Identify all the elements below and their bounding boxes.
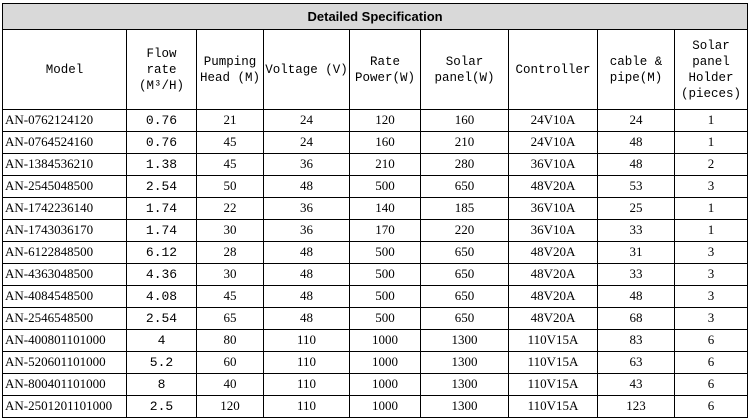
cell-pumping-head: 21 — [197, 109, 264, 131]
cell-rate-power: 210 — [350, 153, 421, 175]
cell-voltage: 110 — [264, 329, 350, 351]
table-row — [3, 395, 748, 417]
cell-cable-pipe: 123 — [598, 395, 675, 417]
cell-panel-holder: 6 — [675, 373, 748, 395]
cell-rate-power: 160 — [350, 131, 421, 153]
header-row — [3, 30, 748, 109]
table-row — [3, 197, 748, 219]
cell-controller: 110V15A — [509, 351, 598, 373]
cell-rate-power: 1000 — [350, 395, 421, 417]
table-row — [3, 153, 748, 175]
cell-model: AN-4084548500 — [3, 285, 127, 307]
table-row — [3, 175, 748, 197]
cell-model: AN-800401101000 — [3, 373, 127, 395]
cell-voltage: 48 — [264, 285, 350, 307]
cell-panel-holder: 3 — [675, 307, 748, 329]
cell-cable-pipe: 43 — [598, 373, 675, 395]
header-line: Rate — [369, 54, 400, 69]
cell-voltage: 36 — [264, 153, 350, 175]
cell-solar-panel: 160 — [421, 109, 509, 131]
header-line: Power(W) — [354, 70, 415, 85]
cell-voltage: 110 — [264, 373, 350, 395]
header-line: Solar — [692, 38, 730, 53]
cell-controller: 36V10A — [509, 153, 598, 175]
table-row — [3, 285, 748, 307]
cell-model: AN-4363048500 — [3, 263, 127, 285]
cell-flow-rate: 2.5 — [127, 395, 197, 417]
cell-flow-rate: 1.74 — [127, 219, 197, 241]
cell-flow-rate: 4.08 — [127, 285, 197, 307]
cell-rate-power: 500 — [350, 263, 421, 285]
cell-cable-pipe: 24 — [598, 109, 675, 131]
cell-cable-pipe: 33 — [598, 219, 675, 241]
cell-solar-panel: 185 — [421, 197, 509, 219]
cell-panel-holder: 6 — [675, 351, 748, 373]
cell-panel-holder: 3 — [675, 175, 748, 197]
header-line: Solar — [445, 54, 484, 69]
table-row — [3, 263, 748, 285]
cell-solar-panel: 650 — [421, 241, 509, 263]
title-row — [3, 4, 748, 30]
header-flow-rate — [127, 30, 197, 109]
header-cable-pipe — [598, 30, 675, 109]
cell-model: AN-6122848500 — [3, 241, 127, 263]
table-row — [3, 351, 748, 373]
cell-voltage: 24 — [264, 131, 350, 153]
cell-voltage: 48 — [264, 307, 350, 329]
cell-pumping-head: 40 — [197, 373, 264, 395]
cell-flow-rate: 8 — [127, 373, 197, 395]
cell-flow-rate: 4.36 — [127, 263, 197, 285]
table-row — [3, 307, 748, 329]
cell-voltage: 110 — [264, 395, 350, 417]
cell-controller: 48V20A — [509, 285, 598, 307]
table-row — [3, 131, 748, 153]
cell-panel-holder: 3 — [675, 241, 748, 263]
header-line: Controller — [515, 62, 591, 77]
cell-flow-rate: 0.76 — [127, 109, 197, 131]
cell-rate-power: 120 — [350, 109, 421, 131]
cell-voltage: 110 — [264, 351, 350, 373]
cell-flow-rate: 6.12 — [127, 241, 197, 263]
header-line: panel — [692, 54, 730, 69]
cell-pumping-head: 45 — [197, 153, 264, 175]
header-panel-holder — [675, 30, 748, 109]
table-row — [3, 219, 748, 241]
cell-panel-holder: 1 — [675, 109, 748, 131]
cell-controller: 36V10A — [509, 219, 598, 241]
table-row — [3, 373, 748, 395]
header-line: panel(W) — [434, 70, 495, 85]
header-line: Voltage (V) — [265, 62, 348, 77]
cell-controller: 110V15A — [509, 373, 598, 395]
cell-solar-panel: 210 — [421, 131, 509, 153]
cell-solar-panel: 650 — [421, 263, 509, 285]
cell-model: AN-1742236140 — [3, 197, 127, 219]
cell-controller: 24V10A — [509, 131, 598, 153]
cell-pumping-head: 80 — [197, 329, 264, 351]
cell-flow-rate: 5.2 — [127, 351, 197, 373]
header-controller — [509, 30, 598, 109]
cell-panel-holder: 1 — [675, 219, 748, 241]
cell-flow-rate: 1.38 — [127, 153, 197, 175]
cell-controller: 36V10A — [509, 197, 598, 219]
header-rate-power — [350, 30, 421, 109]
spec-table — [2, 3, 748, 418]
cell-rate-power: 1000 — [350, 373, 421, 395]
cell-panel-holder: 1 — [675, 197, 748, 219]
cell-pumping-head: 30 — [197, 219, 264, 241]
header-line: Pumping — [203, 54, 257, 69]
cell-solar-panel: 650 — [421, 175, 509, 197]
header-line: cable & — [609, 54, 663, 69]
cell-cable-pipe: 68 — [598, 307, 675, 329]
cell-panel-holder: 3 — [675, 285, 748, 307]
cell-controller: 24V10A — [509, 109, 598, 131]
header-line: rate — [146, 62, 177, 77]
cell-cable-pipe: 48 — [598, 131, 675, 153]
cell-controller: 48V20A — [509, 263, 598, 285]
cell-pumping-head: 45 — [197, 131, 264, 153]
header-model — [3, 30, 127, 109]
table-title: Detailed Specification — [3, 4, 748, 30]
cell-flow-rate: 2.54 — [127, 175, 197, 197]
cell-model: AN-520601101000 — [3, 351, 127, 373]
cell-flow-rate: 0.76 — [127, 131, 197, 153]
cell-cable-pipe: 63 — [598, 351, 675, 373]
table-row — [3, 329, 748, 351]
cell-model: AN-1743036170 — [3, 219, 127, 241]
cell-solar-panel: 1300 — [421, 395, 509, 417]
cell-cable-pipe: 25 — [598, 197, 675, 219]
cell-solar-panel: 650 — [421, 307, 509, 329]
header-line: Holder — [688, 70, 734, 85]
cell-controller: 110V15A — [509, 395, 598, 417]
cell-solar-panel: 650 — [421, 285, 509, 307]
cell-cable-pipe: 31 — [598, 241, 675, 263]
cell-rate-power: 1000 — [350, 351, 421, 373]
cell-flow-rate: 4 — [127, 329, 197, 351]
header-voltage — [264, 30, 350, 109]
cell-rate-power: 500 — [350, 307, 421, 329]
cell-cable-pipe: 48 — [598, 153, 675, 175]
header-line: Flow — [146, 46, 177, 61]
cell-pumping-head: 120 — [197, 395, 264, 417]
cell-panel-holder: 6 — [675, 395, 748, 417]
cell-panel-holder: 1 — [675, 131, 748, 153]
cell-solar-panel: 1300 — [421, 329, 509, 351]
cell-controller: 48V20A — [509, 175, 598, 197]
cell-voltage: 24 — [264, 109, 350, 131]
cell-model: AN-1384536210 — [3, 153, 127, 175]
cell-pumping-head: 65 — [197, 307, 264, 329]
cell-model: AN-2501201101000 — [3, 395, 127, 417]
header-line: (pieces) — [681, 86, 742, 101]
cell-pumping-head: 60 — [197, 351, 264, 373]
cell-rate-power: 500 — [350, 241, 421, 263]
header-solar-panel — [421, 30, 509, 109]
cell-voltage: 48 — [264, 175, 350, 197]
cell-panel-holder: 2 — [675, 153, 748, 175]
header-pumping-head — [197, 30, 264, 109]
cell-voltage: 36 — [264, 219, 350, 241]
cell-cable-pipe: 83 — [598, 329, 675, 351]
cell-pumping-head: 28 — [197, 241, 264, 263]
cell-solar-panel: 280 — [421, 153, 509, 175]
cell-cable-pipe: 53 — [598, 175, 675, 197]
cell-pumping-head: 45 — [197, 285, 264, 307]
table-row — [3, 241, 748, 263]
cell-panel-holder: 3 — [675, 263, 748, 285]
cell-model: AN-400801101000 — [3, 329, 127, 351]
cell-model: AN-2546548500 — [3, 307, 127, 329]
cell-panel-holder: 6 — [675, 329, 748, 351]
cell-rate-power: 140 — [350, 197, 421, 219]
cell-solar-panel: 1300 — [421, 373, 509, 395]
cell-voltage: 36 — [264, 197, 350, 219]
header-line: (M³/H) — [138, 78, 184, 93]
cell-rate-power: 500 — [350, 285, 421, 307]
table-row — [3, 109, 748, 131]
cell-controller: 48V20A — [509, 307, 598, 329]
cell-solar-panel: 1300 — [421, 351, 509, 373]
cell-pumping-head: 22 — [197, 197, 264, 219]
cell-solar-panel: 220 — [421, 219, 509, 241]
cell-flow-rate: 1.74 — [127, 197, 197, 219]
cell-pumping-head: 30 — [197, 263, 264, 285]
cell-flow-rate: 2.54 — [127, 307, 197, 329]
cell-cable-pipe: 48 — [598, 285, 675, 307]
cell-controller: 110V15A — [509, 329, 598, 351]
header-line: Head (M) — [199, 70, 260, 85]
header-line: Model — [45, 62, 84, 77]
cell-model: AN-0764524160 — [3, 131, 127, 153]
cell-voltage: 48 — [264, 241, 350, 263]
cell-cable-pipe: 33 — [598, 263, 675, 285]
cell-rate-power: 1000 — [350, 329, 421, 351]
cell-model: AN-2545048500 — [3, 175, 127, 197]
cell-controller: 48V20A — [509, 241, 598, 263]
cell-model: AN-0762124120 — [3, 109, 127, 131]
cell-rate-power: 170 — [350, 219, 421, 241]
cell-pumping-head: 50 — [197, 175, 264, 197]
header-line: pipe(M) — [609, 70, 663, 85]
cell-voltage: 48 — [264, 263, 350, 285]
cell-rate-power: 500 — [350, 175, 421, 197]
